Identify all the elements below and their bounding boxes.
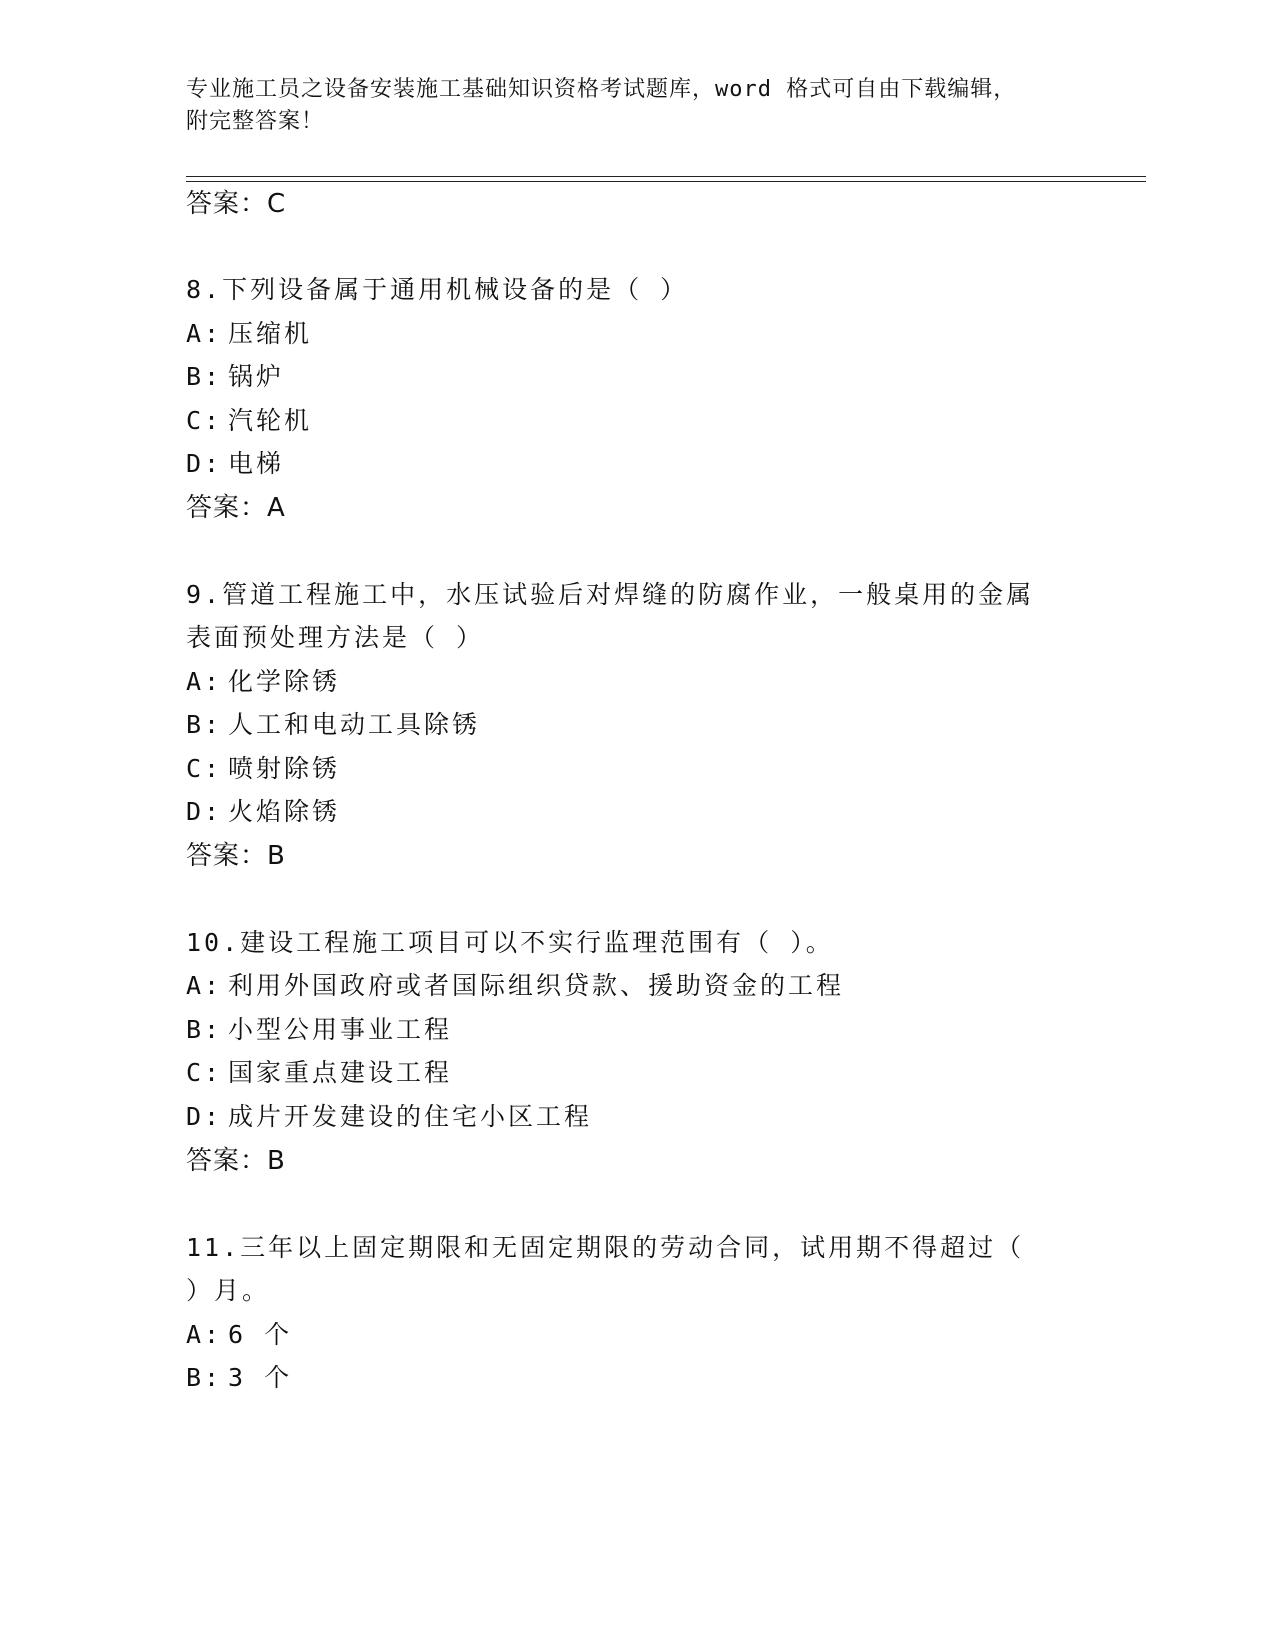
question-8-stem: 8.下列设备属于通用机械设备的是（ ） [186,275,689,304]
question-8-option-b [186,361,284,393]
previous-answer: 答案：C [186,189,287,219]
option-letter: D: [186,1102,223,1131]
question-9-option-a [186,666,340,698]
header-line-2: 附完整答案！ [186,109,325,134]
option-letter: C: [186,406,223,435]
header-divider-bottom [186,181,1146,182]
question-9-answer: 答案：B [186,841,286,871]
question-10-option-c [186,1057,452,1089]
option-letter: B: [186,1015,223,1044]
option-letter: A: [186,319,223,348]
option-text: 汽轮机 [228,406,313,435]
option-letter: C: [186,1058,223,1087]
option-letter: A: [186,667,223,696]
question-11-option-b [186,1362,292,1394]
question-10-stem: 10.建设工程施工项目可以不实行监理范围有（ ）。 [186,928,834,957]
option-text: 锅炉 [228,362,285,391]
option-text: 3 个 [228,1363,293,1392]
option-letter: C: [186,754,223,783]
question-10-answer: 答案：B [186,1146,286,1176]
question-10-option-d [186,1101,592,1133]
question-10-option-b [186,1014,452,1046]
option-letter: B: [186,1363,223,1392]
question-9-option-c [186,753,340,785]
question-8-option-a [186,318,312,350]
option-letter: B: [186,362,223,391]
option-text: 压缩机 [228,319,313,348]
question-9-option-b [186,709,480,741]
option-text: 火焰除锈 [228,797,341,826]
question-11-stem-line-1: 11.三年以上固定期限和无固定期限的劳动合同，试用期不得超过（ [186,1233,1025,1262]
option-text: 化学除锈 [228,667,341,696]
option-text: 电梯 [228,449,285,478]
question-8-answer: 答案：A [186,493,286,523]
question-9-stem-line-1: 9.管道工程施工中，水压试验后对焊缝的防腐作业，一般桌用的金属 [186,580,1035,609]
option-text: 利用外国政府或者国际组织贷款、援助资金的工程 [228,971,845,1000]
option-letter: D: [186,797,223,826]
document-header [186,74,1086,138]
header-line-1: 专业施工员之设备安装施工基础知识资格考试题库，word 格式可自由下载编辑， [186,77,1017,102]
option-text: 人工和电动工具除锈 [228,710,481,739]
question-11-option-a [186,1319,292,1351]
option-letter: A: [186,971,223,1000]
option-text: 6 个 [228,1320,293,1349]
question-11-stem-line-2: ）月。 [186,1276,271,1305]
option-letter: D: [186,449,223,478]
question-8-option-d [186,448,284,480]
question-9-option-d [186,796,340,828]
option-text: 小型公用事业工程 [228,1015,453,1044]
option-letter: B: [186,710,223,739]
option-letter: A: [186,1320,223,1349]
option-text: 喷射除锈 [228,754,341,783]
option-text: 国家重点建设工程 [228,1058,453,1087]
question-9-stem-line-2: 表面预处理方法是（ ） [186,623,485,652]
question-10-option-a [186,970,844,1002]
question-8-option-c [186,405,312,437]
option-text: 成片开发建设的住宅小区工程 [228,1102,593,1131]
header-divider-top [186,176,1146,177]
